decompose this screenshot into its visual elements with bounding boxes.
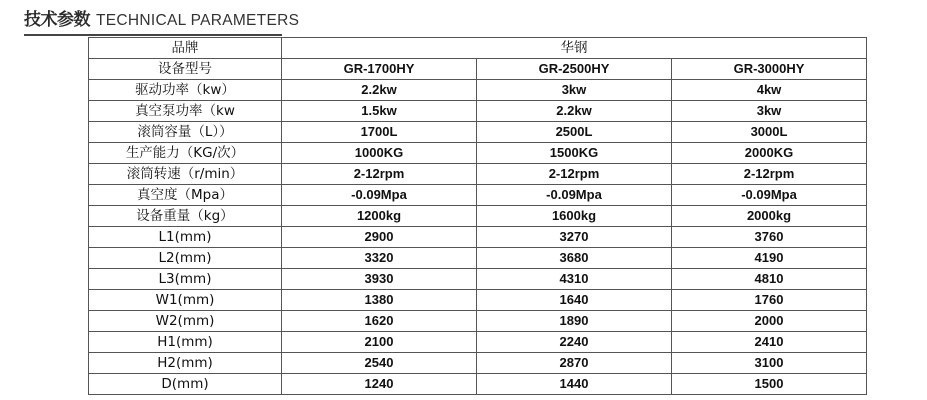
table-cell: 2-12rpm bbox=[477, 164, 672, 185]
table-cell: 3320 bbox=[282, 248, 477, 269]
brand-label: 品牌 bbox=[89, 38, 282, 59]
table-row bbox=[89, 164, 867, 185]
table-cell: 3270 bbox=[477, 227, 672, 248]
table-cell: 2.2kw bbox=[477, 101, 672, 122]
table-row bbox=[89, 374, 867, 395]
table-cell: 1380 bbox=[282, 290, 477, 311]
row-label: 滚筒容量（L）） bbox=[89, 122, 282, 143]
model-cell: GR-2500HY bbox=[477, 59, 672, 80]
table-row bbox=[89, 143, 867, 164]
table-cell: 3100 bbox=[672, 353, 867, 374]
row-label: 驱动功率（kw） bbox=[89, 80, 282, 101]
table-cell: 1240 bbox=[282, 374, 477, 395]
table-cell: 3680 bbox=[477, 248, 672, 269]
table-cell: 1700L bbox=[282, 122, 477, 143]
table-cell: 1200kg bbox=[282, 206, 477, 227]
table-cell: 2540 bbox=[282, 353, 477, 374]
table-cell: 2100 bbox=[282, 332, 477, 353]
row-label: D(mm) bbox=[89, 374, 282, 395]
table-cell: -0.09Mpa bbox=[477, 185, 672, 206]
table-cell: 3760 bbox=[672, 227, 867, 248]
table-cell: 4310 bbox=[477, 269, 672, 290]
row-label: 真空度（Mpa） bbox=[89, 185, 282, 206]
table-row bbox=[89, 122, 867, 143]
table-cell: 2500L bbox=[477, 122, 672, 143]
table-cell: 2000kg bbox=[672, 206, 867, 227]
table-cell: 1000KG bbox=[282, 143, 477, 164]
table-cell: 2000 bbox=[672, 311, 867, 332]
row-label: 生产能力（KG/次） bbox=[89, 143, 282, 164]
table-row bbox=[89, 290, 867, 311]
table-row bbox=[89, 269, 867, 290]
table-cell: 3930 bbox=[282, 269, 477, 290]
table-cell: 3kw bbox=[672, 101, 867, 122]
table-row bbox=[89, 80, 867, 101]
table-cell: 1440 bbox=[477, 374, 672, 395]
row-label: L1(mm) bbox=[89, 227, 282, 248]
model-cell: GR-1700HY bbox=[282, 59, 477, 80]
table-cell: 1500KG bbox=[477, 143, 672, 164]
row-label: 真空泵功率（kw bbox=[89, 101, 282, 122]
table-cell: 2900 bbox=[282, 227, 477, 248]
table-row bbox=[89, 101, 867, 122]
section-heading bbox=[24, 6, 299, 30]
table-cell: 2240 bbox=[477, 332, 672, 353]
row-label: 滚筒转速（r/min） bbox=[89, 164, 282, 185]
table-cell: 2870 bbox=[477, 353, 672, 374]
table-row bbox=[89, 353, 867, 374]
row-label: L2(mm) bbox=[89, 248, 282, 269]
table-row bbox=[89, 185, 867, 206]
table-cell: -0.09Mpa bbox=[672, 185, 867, 206]
model-row bbox=[89, 59, 867, 80]
table-cell: 1640 bbox=[477, 290, 672, 311]
model-cell: GR-3000HY bbox=[672, 59, 867, 80]
table-cell: 2.2kw bbox=[282, 80, 477, 101]
row-label: L3(mm) bbox=[89, 269, 282, 290]
row-label: W2(mm) bbox=[89, 311, 282, 332]
table-cell: 2000KG bbox=[672, 143, 867, 164]
heading-chinese-title: 技术参数 bbox=[24, 10, 90, 30]
row-label: H2(mm) bbox=[89, 353, 282, 374]
table-row bbox=[89, 311, 867, 332]
table-row bbox=[89, 227, 867, 248]
table-cell: 3kw bbox=[477, 80, 672, 101]
table-cell: 1760 bbox=[672, 290, 867, 311]
table-cell: -0.09Mpa bbox=[282, 185, 477, 206]
table-row bbox=[89, 206, 867, 227]
table-row bbox=[89, 332, 867, 353]
table-cell: 2-12rpm bbox=[282, 164, 477, 185]
brand-value: 华钢 bbox=[282, 38, 867, 59]
heading-english-title: TECHNICAL PARAMETERS bbox=[96, 12, 300, 29]
brand-row bbox=[89, 38, 867, 59]
table-row bbox=[89, 248, 867, 269]
table-cell: 2410 bbox=[672, 332, 867, 353]
row-label: H1(mm) bbox=[89, 332, 282, 353]
table-cell: 4190 bbox=[672, 248, 867, 269]
row-label: W1(mm) bbox=[89, 290, 282, 311]
table-cell: 1600kg bbox=[477, 206, 672, 227]
table-cell: 3000L bbox=[672, 122, 867, 143]
technical-parameters-table bbox=[88, 37, 867, 395]
heading-underline bbox=[24, 34, 282, 36]
table-cell: 4kw bbox=[672, 80, 867, 101]
table-cell: 1620 bbox=[282, 311, 477, 332]
table-cell: 4810 bbox=[672, 269, 867, 290]
table-cell: 1890 bbox=[477, 311, 672, 332]
model-label: 设备型号 bbox=[89, 59, 282, 80]
row-label: 设备重量（kg） bbox=[89, 206, 282, 227]
table-cell: 1500 bbox=[672, 374, 867, 395]
table-cell: 1.5kw bbox=[282, 101, 477, 122]
table-cell: 2-12rpm bbox=[672, 164, 867, 185]
